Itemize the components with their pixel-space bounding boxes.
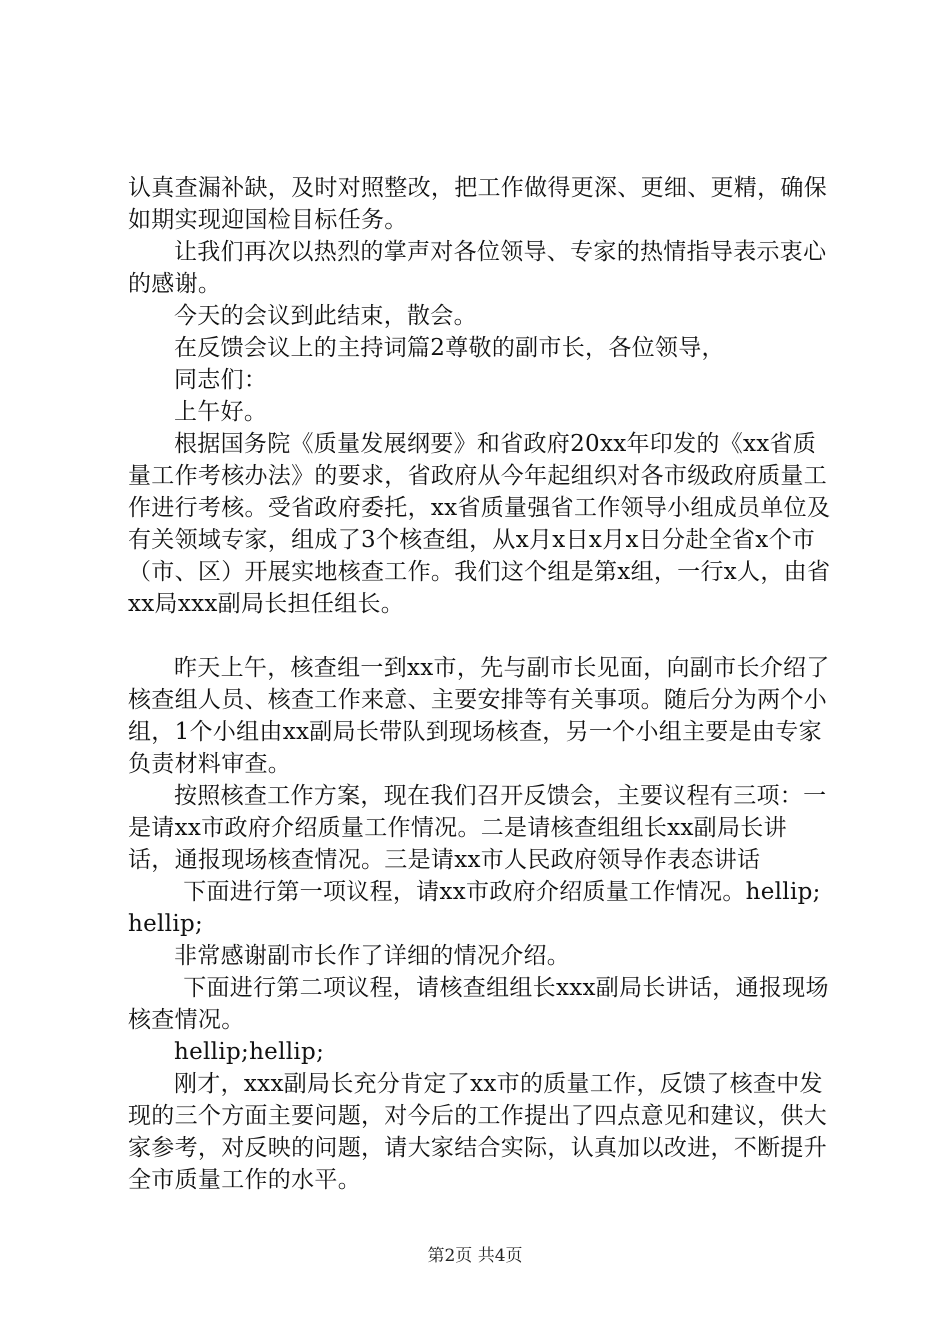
paragraph-section-title: 在反馈会议上的主持词篇2尊敬的副市长，各位领导， [174, 335, 725, 361]
paragraph-good-morning: 上午好。 [174, 399, 268, 425]
paragraph-item-two: 下面进行第二项议程，请核查组组长xxx副局长讲话，通报现场核查情况。 [128, 975, 829, 1033]
paragraph-ellipsis: hellip;hellip; [174, 1039, 325, 1065]
paragraph-greeting: 同志们： [174, 367, 268, 393]
document-body [128, 172, 833, 1196]
paragraph-closing: 今天的会议到此结束，散会。 [174, 303, 477, 329]
paragraph-yesterday: 昨天上午，核查组一到xx市，先与副市长见面，向副市长介绍了核查组人员、核查工作来意、主要安排等有关事项。随后分为两个小组，1个小组由xx副局长带队到现场核查，另一个小组主要是由专家负责材料审查。 [128, 655, 830, 777]
page-footer: 第2页 共4页 [427, 1246, 523, 1266]
paragraph-agenda: 按照核查工作方案，现在我们召开反馈会，主要议程有三项：一是请xx市政府介绍质量工作情况。二是请核查组组长xx副局长讲话，通报现场核查情况。三是请xx市人民政府领导作表态讲话 [128, 783, 827, 873]
paragraph-thanks: 让我们再次以热烈的掌声对各位领导、专家的热情指导表示衷心的感谢。 [128, 239, 827, 297]
paragraph-item-one: 下面进行第一项议程，请xx市政府介绍质量工作情况。hellip;hellip; [128, 879, 821, 937]
paragraph-summary: 刚才，xxx副局长充分肯定了xx市的质量工作，反馈了核查中发现的三个方面主要问题，对今后的工作提出了四点意见和建议，供大家参考，对反映的问题，请大家结合实际，认真加以改进，不断提升全市质量工作的水平。 [128, 1071, 827, 1193]
paragraph-thanks-vice-mayor: 非常感谢副市长作了详细的情况介绍。 [174, 943, 571, 969]
paragraph-continuation: 认真查漏补缺，及时对照整改，把工作做得更深、更细、更精，确保如期实现迎国检目标任务。 [128, 175, 827, 233]
paragraph-background: 根据国务院《质量发展纲要》和省政府20xx年印发的《xx省质量工作考核办法》的要求，省政府从今年起组织对各市级政府质量工作进行考核。受省政府委托，xx省质量强省工作领导小组成员单位及有关领域专家，组成了3个核查组，从x月x日x月x日分赴全省x个市（市、区）开展实地核查工作。我们这个组是第x组，一行x人，由省xx局xxx副局长担任组长。 [128, 431, 831, 617]
